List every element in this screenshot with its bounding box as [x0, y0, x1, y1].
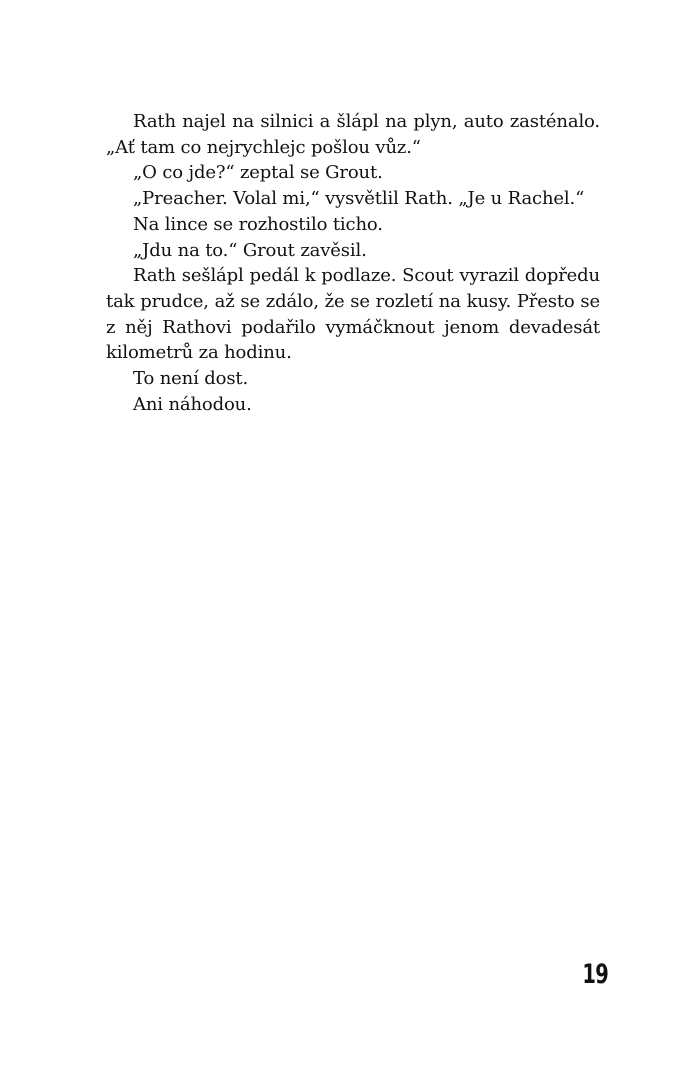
- body-text: [106, 109, 600, 417]
- paragraph: Rath najel na silnici a šlápl na plyn, auto zasténalo. „Ať tam co nejrychlejc pošlou vůz.“: [106, 111, 600, 158]
- paragraph: Ani náhodou.: [133, 393, 252, 415]
- paragraph: Na lince se rozhostilo ticho.: [133, 213, 383, 235]
- paragraph: Rath sešlápl pedál k podlaze. Scout vyrazil dopředu tak prudce, až se zdálo, že se rozletí na kusy. Přesto se z něj Rathovi podařilo vymáčknout jenom devadesát kilometrů za hodinu.: [106, 265, 600, 364]
- paragraph: „Jdu na to.“ Grout zavěsil.: [133, 239, 367, 261]
- page-number: 19: [582, 959, 609, 990]
- paragraph: To není dost.: [133, 368, 249, 390]
- paragraph: „O co jde?“ zeptal se Grout.: [133, 162, 383, 184]
- paragraph: „Preacher. Volal mi,“ vysvětlil Rath. „Je u Rachel.“: [133, 188, 585, 210]
